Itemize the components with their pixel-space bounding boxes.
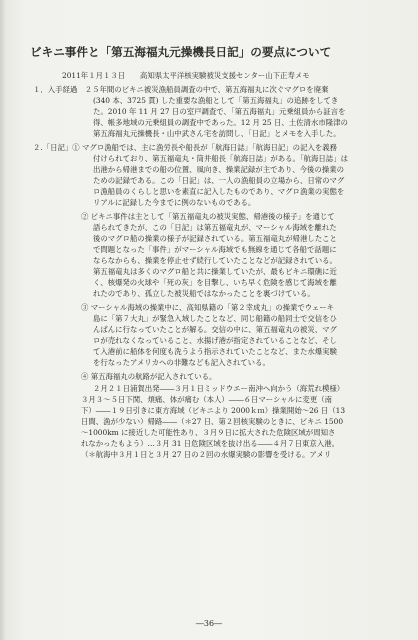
text-line: (340 本、3725 貫) した重要な漁船として「第五海福丸」の追跡をしてき: [93, 96, 339, 105]
page-spine-shadow: [0, 0, 6, 640]
text-line: ならなからも、操業を停止せず続行していたことなどが記録されている。: [93, 256, 337, 265]
text-line: ３月３～５日下関、煩痛、体が痛む（本人）――６日マーシャルに変更（南: [81, 395, 332, 404]
text-line: て入港前に船体を何度も洗うよう指示されていたことなど、また水爆実験: [93, 347, 337, 356]
text-line: ② ビキニ事件は主として「第五福竜丸の被災実態、帰港後の様子」を通じて: [81, 212, 335, 221]
text-line: 第五海福丸元操機長・山中武さん宅を訪問し、「日記」とメモを入手した。: [93, 129, 341, 138]
text-line: 下）――１９日引きに東方海域（ビキニより 2000ｋｍ）操業開始～26 日（13: [81, 406, 346, 415]
text-line: ～1000km に接近した可能性あり、３月９日に拡大された危険区域が周知さ: [81, 428, 336, 437]
text-line: 得、帳多地域の元乗組員の調査中であった。12 月 25 日、土佐清水市隆津の: [93, 118, 348, 127]
text-line: 第五福竜丸は多くのマグロ船と共に操業していたが、最もビキニ環礁に近: [93, 267, 337, 276]
text-line: 付けられており、第五福竜丸・筒井船長「航海日誌」がある。「航海日誌」は: [93, 154, 348, 163]
text-line: 日間、漁が少ない）帰路――（＊27 日、第２回核実験のときに、ビキニ 1500: [81, 417, 344, 426]
text-line: ③ マーシャル海域の操業中に、高知県籍の「第２幸成丸」の操業でウェーキ: [81, 303, 335, 312]
text-line: ２月２１日浦賀出発――３月１日ミッドウエー南沖へ向かう（海荒れ模様）: [93, 384, 345, 393]
text-line: リアルに記録した今までに例のないものである。: [93, 198, 256, 207]
text-line: ための記録である。この「日記」は、一人の漁船員の立場から、日常のマグ: [93, 176, 345, 185]
text-line: 島に「第７大丸」が緊急入域したことなど、同じ船籍の船同士で交信をひ: [93, 314, 337, 323]
text-line: れたのであり、孤立した被災船ではなかったことを裏づけている。: [93, 289, 315, 298]
text-line: 語られてきたが、この「日記」は第五福竜丸が、マーシャル海域を離れた: [93, 223, 337, 232]
text-line: んぱんに行なっていたことが解る。交信の中に、第五福竜丸の被災、マグ: [93, 325, 337, 334]
text-line: ロ漁船員のくらしと思いを素直に記入したものであり、マグロ漁業の実態を: [93, 187, 345, 196]
text-line: 後のマグロ船の操業の様子が記録されている。第五福竜丸が帰港したこと: [93, 234, 337, 243]
text-line: １．入手経過 ２５年間のビキニ被災漁船員調査の中で、第五海福丸に次ぐマグロを廃棄: [33, 85, 329, 94]
text-line: く、核爆発の火球や「死の灰」を目撃し、いち早く危険を感じて海域を離: [93, 278, 337, 287]
memo-date-author: 2011年１月１３日 高知県太平洋核実験被災支援センター山下正寿メモ: [62, 71, 310, 80]
page-number: ―36―: [195, 619, 223, 628]
text-line: （＊航海中３月１日と３月 27 日の２回の水爆実験の影響を受ける。アメリ: [81, 450, 332, 459]
text-line: た。2010 年 11 月 27 日の室戸調査で、「第五海福丸」元乗組員から証言を: [93, 107, 346, 116]
text-line: ロが売れなくなっていること、水揚げ港が指定されていることなど、そし: [93, 336, 337, 345]
text-line: ④ 第五海福丸の航路が記入されている。: [81, 372, 217, 381]
text-line: れなかったもよう）…３月 31 日危険区域を抜け出る――４月７日東京入港。: [81, 439, 339, 448]
document-title: ビキニ事件と「第五海福丸元操機長日記」の要点について: [30, 45, 332, 59]
text-line: を行なったアメリカへの非難なども記入されている。: [93, 358, 270, 367]
text-line: で問題となった「事件」がマーシャル海域でも無線を通じて各船で話題に: [93, 245, 337, 254]
text-line: ２.「日記」① マグロ漁船では、主に漁労長や船長が「航海日誌」「航海日記」の記入を義務: [33, 143, 338, 152]
text-line: 出港から帰港までの船の位置、風向き、操業記録が主であり、今後の操業の: [93, 165, 344, 174]
